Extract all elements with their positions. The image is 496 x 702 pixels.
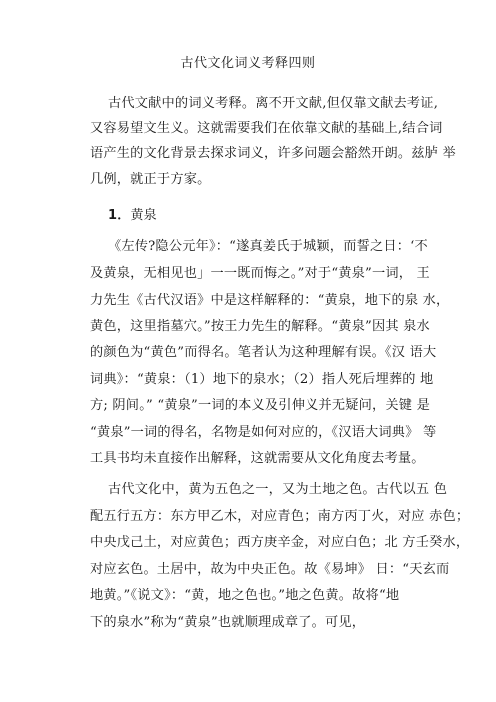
paragraph-2-line-1: 《左传?隐公元年》：“遂真姜氏于城颖，而誓之日：‘不 — [108, 239, 428, 254]
paragraph-3-line-6: 下的泉水”称为“黄泉”也就顺理成章了。可见， — [90, 615, 366, 630]
paragraph-3-line-3: 中央戊己土，对应黄色；西方庚辛金，对应白色；北 方壬癸水， — [90, 535, 470, 550]
paragraph-2-line-8: “黄泉”一词的得名，名物是如何对应的，《汉语大词典》 等 — [90, 425, 437, 440]
paragraph-2-line-6: 词典》：“黄泉：（1）地下的泉水；（2）指人死后埋葬的 地 — [90, 372, 434, 387]
paragraph-1-line-4: 几例，就正于方家。 — [90, 172, 211, 187]
paragraph-3-line-2: 配五行五方：东方甲乙木，对应青色；南方丙丁火，对应 赤色； — [90, 509, 470, 524]
paragraph-1-line-2: 又容易望文生义。这就需要我们在依靠文献的基础上,结合词 — [90, 121, 443, 136]
section-heading — [108, 209, 458, 222]
paragraph-3-line-5: 地黄。”《说文》：“黄，地之色也。”地之色黄。故将“地 — [90, 588, 400, 603]
paragraph-2-line-9: 工具书均未直接作出解释，这就需要从文化角度去考量。 — [90, 451, 425, 466]
paragraph-3-line-1: 古代文化中，黄为五色之一，又为土地之色。古代以五 色 — [108, 482, 448, 497]
paragraph-1-line-1: 古代文献中的词义考释。离不开文献,但仅靠文献去考证, — [108, 96, 439, 111]
paragraph-2-line-2: 及黄泉，无相见也」一一既而悔之。”对于“黄泉”一词， 王 — [90, 266, 430, 281]
paragraph-1-line-3: 语产生的文化背景去探求词义，许多问题会豁然开朗。兹胪 举 — [90, 146, 456, 161]
paragraph-2-line-4: 黄色，这里指墓穴。”按王力先生的解释。“黄泉”因其 泉水 — [90, 319, 430, 334]
paragraph-2-line-7: 方; 阴间。” “黄泉”一词的本义及引伸义并无疑问，关键 是 — [90, 398, 430, 413]
page-title: 古代文化词义考释四则 — [180, 56, 316, 71]
section-heading-number: 1． — [108, 208, 131, 223]
paragraph-2-line-5: 的颜色为“黄色”而得名。笔者认为这种理解有误。《汉 语大 — [90, 345, 437, 360]
section-heading-text: 黄泉 — [130, 208, 157, 223]
paragraph-2-line-3: 力先生《古代汉语》中是这样解释的：“黄泉，地下的泉 水， — [90, 293, 450, 308]
paragraph-3-line-4: 对应玄色。土居中，故为中央正色。故《易坤》 日：“天玄而 — [90, 562, 450, 577]
